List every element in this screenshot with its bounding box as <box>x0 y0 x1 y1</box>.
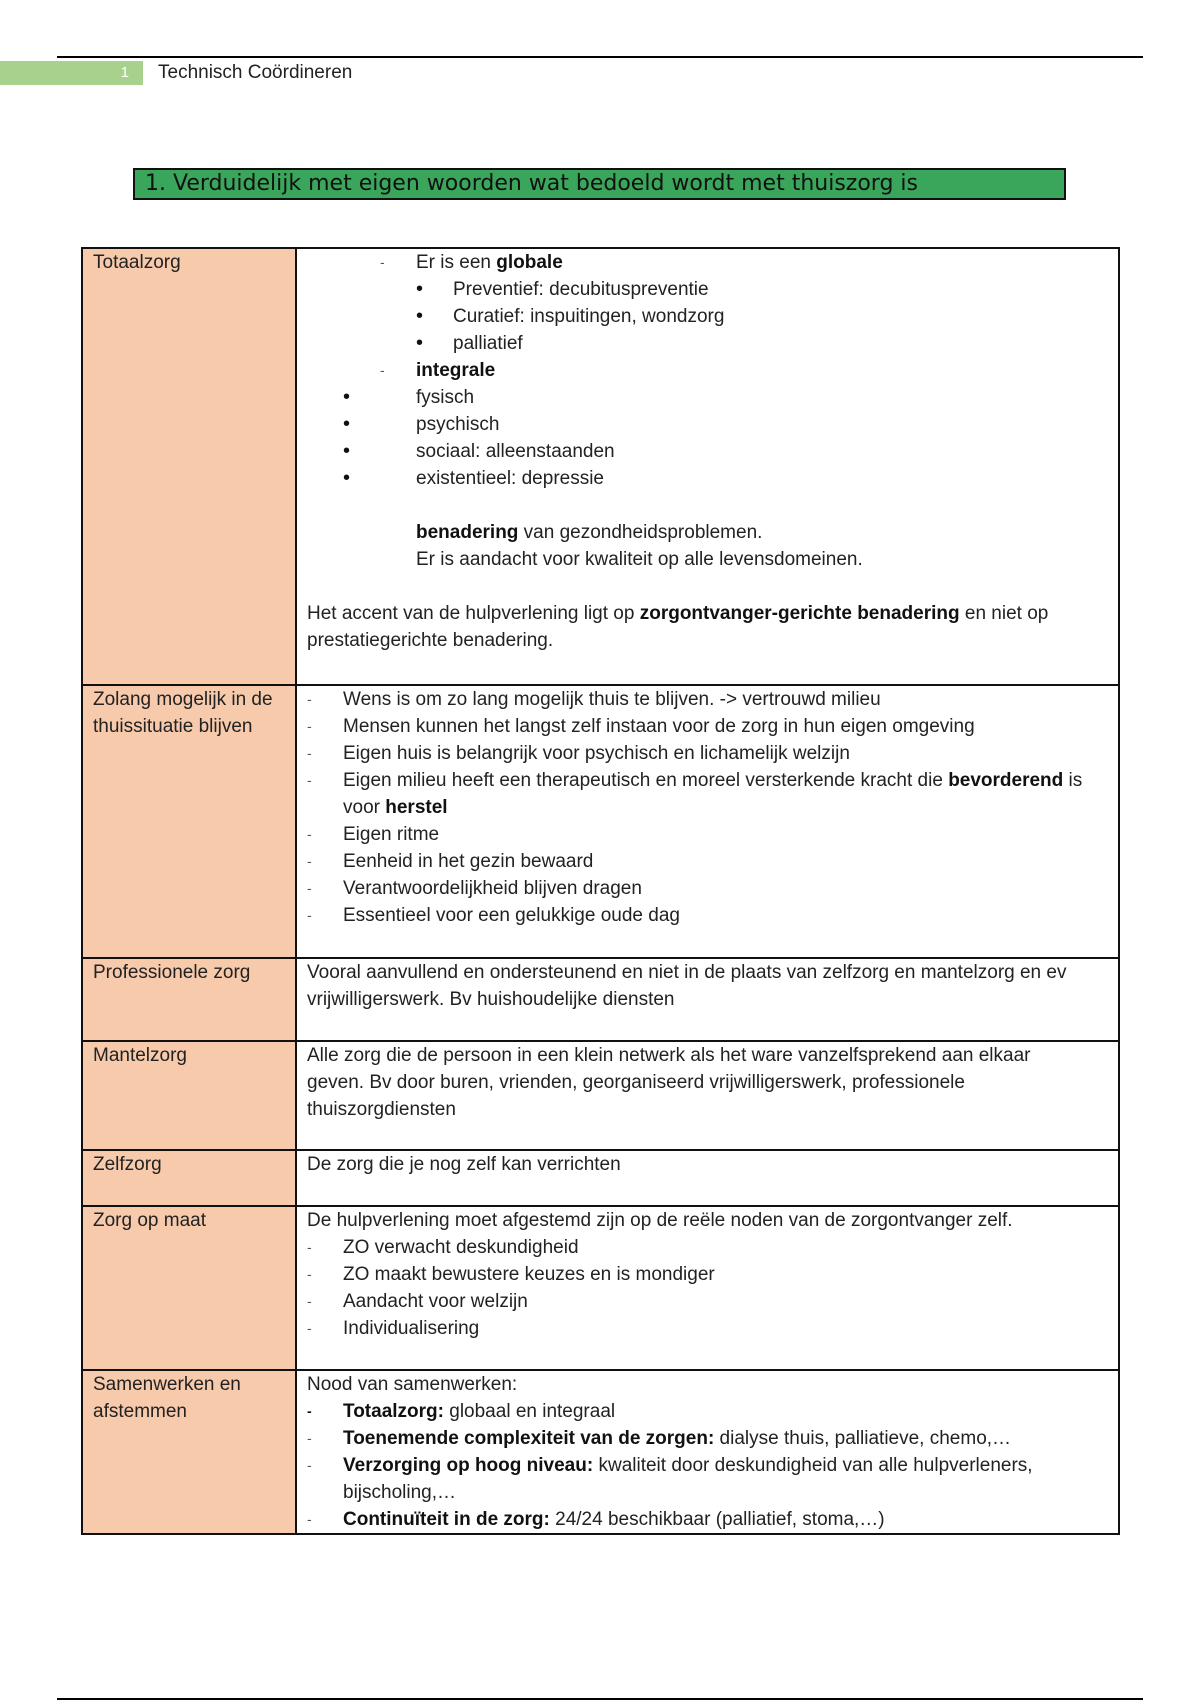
text-line: Vooral aanvullend en ondersteunend en niet in de plaats van zelfzorg en mantelzorg en ev <box>307 962 1067 983</box>
dash-marker: - <box>307 1511 312 1527</box>
dash-marker: - <box>380 362 385 378</box>
header-rule <box>57 56 1143 58</box>
text-line: bijscholing,… <box>343 1482 456 1503</box>
text-line: benadering van gezondheidsproblemen. <box>416 522 763 543</box>
dash-marker: - <box>307 1266 312 1282</box>
list-item: - Eigen huis is belangrijk voor psychisch en lichamelijk welzijn <box>307 740 1108 767</box>
dash-marker: - <box>307 853 312 869</box>
dash-marker: - <box>307 1457 312 1473</box>
term-label: Mantelzorg <box>93 1045 187 1066</box>
list-item: - Individualisering <box>307 1315 1108 1342</box>
list-item: - ZO verwacht deskundigheid <box>307 1234 1108 1261</box>
text-line: vrijwilligerswerk. Bv huishoudelijke diensten <box>307 989 675 1010</box>
term-cell <box>82 685 296 958</box>
dash-marker: - <box>307 880 312 896</box>
bullet-marker: • <box>416 278 424 300</box>
term-cell <box>82 958 296 1041</box>
text-line: prestatiegerichte benadering. <box>307 630 554 651</box>
term-cell <box>82 248 296 685</box>
term-label: Professionele zorg <box>93 962 251 983</box>
text-line: geven. Bv door buren, vrienden, georganiseerd vrijwilligerswerk, professionele <box>307 1072 965 1093</box>
table-row <box>82 1206 1119 1370</box>
list-item: - Essentieel voor een gelukkige oude dag <box>307 902 1108 929</box>
list-item: • palliatief <box>307 330 1108 357</box>
table-row <box>82 1370 1119 1534</box>
bullet-marker: • <box>343 413 351 435</box>
header-title: Technisch Coördineren <box>158 62 353 83</box>
dash-marker: - <box>307 826 312 842</box>
dash-marker: - <box>307 718 312 734</box>
list-item: - Eigen ritme <box>307 821 1108 848</box>
list-item: - Continuïteit in de zorg: 24/24 beschikbaar (palliatief, stoma,…) <box>307 1506 1108 1533</box>
bullet-marker: • <box>416 305 424 327</box>
list-item: - Aandacht voor welzijn <box>307 1288 1108 1315</box>
description-cell <box>296 248 1119 685</box>
text-line: Het accent van de hulpverlening ligt op zorgontvanger-gerichte benadering en niet op <box>307 603 1049 624</box>
text-line: voor herstel <box>343 797 448 818</box>
description-cell <box>296 685 1119 958</box>
term-label: Zorg op maat <box>93 1210 206 1231</box>
list-item: - Wens is om zo lang mogelijk thuis te blijven. -> vertrouwd milieu <box>307 686 1108 713</box>
list-item: - ZO maakt bewustere keuzes en is mondiger <box>307 1261 1108 1288</box>
list-item: • Curatief: inspuitingen, wondzorg <box>307 303 1108 330</box>
table-row <box>82 1041 1119 1150</box>
description-cell <box>296 1150 1119 1206</box>
table-row <box>82 248 1119 685</box>
text-line: Alle zorg die de persoon in een klein netwerk als het ware vanzelfsprekend aan elkaar <box>307 1045 1031 1066</box>
dash-marker: - <box>307 772 312 788</box>
list-item: - Mensen kunnen het langst zelf instaan voor de zorg in hun eigen omgeving <box>307 713 1108 740</box>
bullet-marker: • <box>343 440 351 462</box>
text-line: De hulpverlening moet afgestemd zijn op de reële noden van de zorgontvanger zelf. <box>307 1210 1013 1231</box>
dash-marker: - <box>307 1239 312 1255</box>
text-line: De zorg die je nog zelf kan verrichten <box>307 1154 621 1175</box>
text-line: Er is aandacht voor kwaliteit op alle levensdomeinen. <box>416 549 863 570</box>
question-heading: 1. Verduidelijk met eigen woorden wat bedoeld wordt met thuiszorg is <box>133 168 1066 200</box>
list-item: • existentieel: depressie <box>307 465 1108 492</box>
table-row <box>82 685 1119 958</box>
description-cell <box>296 1370 1119 1534</box>
term-label: Samenwerken en afstemmen <box>93 1374 241 1422</box>
list-item: - Er is een globale <box>307 249 1108 276</box>
description-cell <box>296 958 1119 1041</box>
dash-marker: - <box>307 907 312 923</box>
definition-table <box>81 247 1120 1535</box>
bullet-marker: • <box>416 332 424 354</box>
list-item: • psychisch <box>307 411 1108 438</box>
table-row <box>82 958 1119 1041</box>
list-item: - integrale <box>307 357 1108 384</box>
dash-marker: - <box>307 1430 312 1446</box>
list-item: - Verantwoordelijkheid blijven dragen <box>307 875 1108 902</box>
dash-marker: - <box>307 1320 312 1336</box>
description-cell <box>296 1206 1119 1370</box>
text-line: thuiszorgdiensten <box>307 1099 456 1120</box>
description-cell <box>296 1041 1119 1150</box>
list-item: - Toenemende complexiteit van de zorgen: dialyse thuis, palliatieve, chemo,… <box>307 1425 1108 1452</box>
page-number: 1 <box>0 61 143 85</box>
term-cell <box>82 1206 296 1370</box>
term-label: Zelfzorg <box>93 1154 162 1175</box>
term-cell <box>82 1041 296 1150</box>
dash-marker: - <box>307 691 312 707</box>
list-item: • Preventief: decubituspreventie <box>307 276 1108 303</box>
text-line: Nood van samenwerken: <box>307 1374 518 1395</box>
list-item: - Totaalzorg: globaal en integraal <box>307 1398 1108 1425</box>
term-cell <box>82 1370 296 1534</box>
list-item: - Verzorging op hoog niveau: kwaliteit door deskundigheid van alle hulpverleners, <box>307 1452 1108 1479</box>
list-item: - Eenheid in het gezin bewaard <box>307 848 1108 875</box>
dash-marker: - <box>307 1403 312 1419</box>
bullet-marker: • <box>343 386 351 408</box>
term-label: Totaalzorg <box>93 252 181 273</box>
list-item: - Eigen milieu heeft een therapeutisch en moreel versterkende kracht die bevorderend is <box>307 767 1108 794</box>
table-row <box>82 1150 1119 1206</box>
dash-marker: - <box>307 745 312 761</box>
dash-marker: - <box>380 254 385 270</box>
bullet-marker: • <box>343 467 351 489</box>
term-label: Zolang mogelijk in de thuissituatie blijven <box>93 689 273 737</box>
list-item: • sociaal: alleenstaanden <box>307 438 1108 465</box>
dash-marker: - <box>307 1293 312 1309</box>
term-cell <box>82 1150 296 1206</box>
list-item: • fysisch <box>307 384 1108 411</box>
